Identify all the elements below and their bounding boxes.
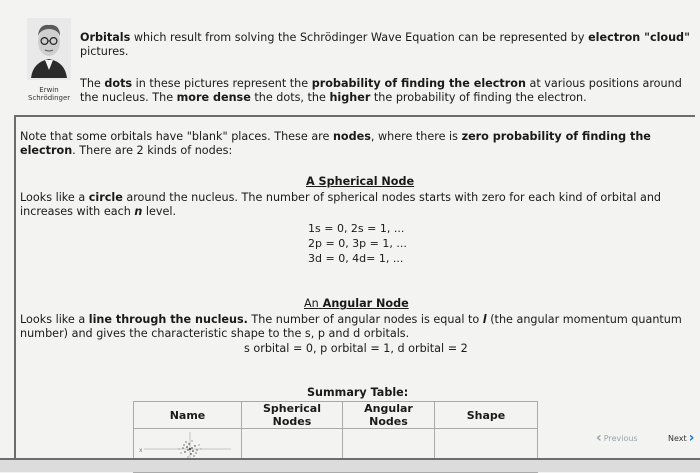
dots-paragraph: The dots in these pictures represent the probability of finding the electron at various positions around the nucleus. The more dense the dots, the higher the probability of finding the electron. [80,77,682,104]
spherical-node-heading: A Spherical Node [306,175,415,188]
spherical-node-paragraph: Looks like a circle around the nucleus. The number of spherical nodes starts with zero for each kind of orbital and increases with each n level. [20,191,662,218]
col-header-name: Name [134,402,242,429]
col-header-spherical: Spherical Nodes [242,402,343,429]
previous-button[interactable]: ‹ Previous [596,430,638,446]
summary-header-row [134,402,538,429]
svg-text:x: x [139,447,143,454]
nodes-intro-paragraph: Note that some orbitals have "blank" places. These are nodes, where there is zero probability of finding the electron. There are 2 kinds of nodes: [20,130,651,157]
angular-node-heading: An Angular Node [304,297,409,310]
angular-node-values: s orbital = 0, p orbital = 1, d orbital = 2 [244,342,468,355]
orbitals-paragraph: Orbitals which result from solving the Schrödinger Wave Equation can be represented by electron "cloud" pictures. [80,31,690,58]
chevron-right-icon: › [688,430,695,446]
spherical-eq-p: 2p = 0, 3p = 1, ... [308,237,407,250]
angular-node-paragraph: Looks like a line through the nucleus. The number of angular nodes is equal to l (the angular momentum quantum number) and gives the characteristic shape to the s, p and d orbitals. [20,313,682,340]
next-button[interactable]: Next › [668,430,695,446]
spherical-eq-d: 3d = 0, 4d= 1, ... [308,252,404,265]
col-header-shape: Shape [435,402,538,429]
portrait-caption: Erwin Schrödinger [28,86,71,102]
chevron-left-icon: ‹ [596,430,602,446]
schrodinger-portrait [27,18,71,80]
spherical-eq-s: 1s = 0, 2s = 1, ... [308,222,405,235]
col-header-angular: Angular Nodes [343,402,435,429]
summary-table-title: Summary Table: [307,386,409,399]
